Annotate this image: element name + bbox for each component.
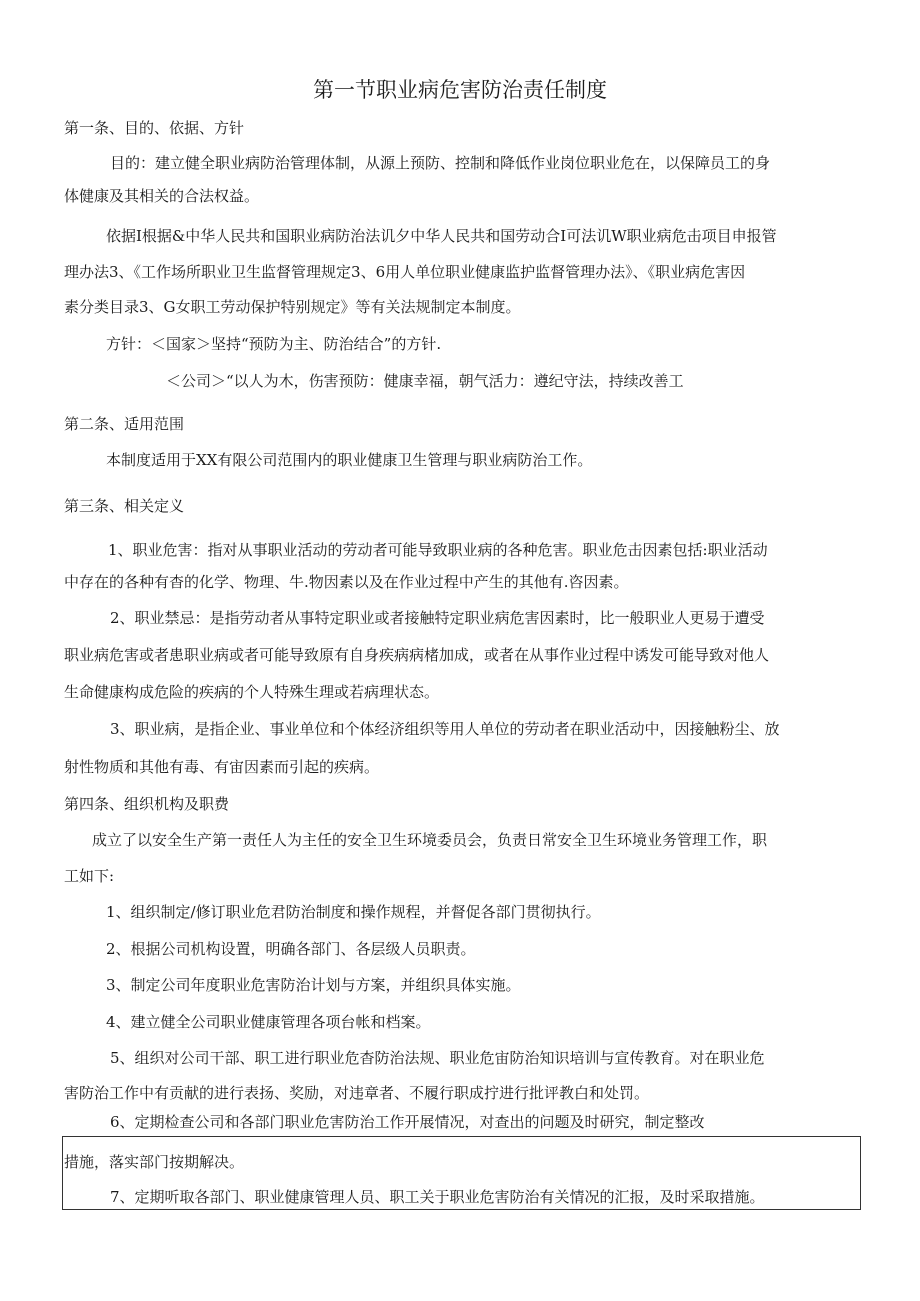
- duty-item-3: 3、制定公司年度职业危害防治计划与方案，并组织具体实施。: [106, 976, 521, 994]
- article2-heading: 第二条、适用范围: [64, 415, 185, 433]
- duty-item-6-line-1: 6、定期检查公司和各部门职业危害防治工作开展情况，对查出的问题及时研究，制定整改: [110, 1113, 705, 1131]
- definition2-line-1: 2、职业禁忌：是指劳动者从事特定职业或者接触特定职业病危害因素时，比一般职业人更易于遭受: [110, 609, 765, 627]
- article1-heading: 第一条、目的、依据、方针: [64, 119, 245, 137]
- scope-text: 本制度适用于XX有限公司范围内的职业健康卫生管理与职业病防治工作。: [106, 451, 593, 469]
- basis-line-3: 素分类目录3、G女职工劳动保护特别规定》等有关法规制定本制度。: [64, 298, 521, 316]
- article3-heading: 第三条、相关定义: [64, 497, 185, 515]
- definition2-line-3: 生命健康构成危险的疾病的个人特殊生理或若病理状态。: [64, 683, 440, 701]
- duty-item-5-line-1: 5、组织对公司干部、职工进行职业危杳防治法规、职业危宙防治知识培训与宣传教育。对在职业危: [110, 1049, 765, 1067]
- purpose-line-1: 目的：建立健全职业病防治管理体制，从源上预防、控制和降低作业岗位职业危在，以保障员工的身: [110, 154, 771, 172]
- basis-line-1: 依据I根据&中华人民共和国职业病防治法讥夕中华人民共和国劳动合I可法讥W职业病危击项目申报管: [106, 227, 777, 245]
- committee-intro-line-1: 成立了以安全生产第一责任人为主任的安全卫生环境委员会，负责日常安全卫生环境业务管理工作，职: [92, 831, 768, 849]
- duty-item-7: 7、定期听取各部门、职业健康管理人员、职工关于职业危害防治有关情况的汇报，及时采取措施。: [110, 1188, 765, 1206]
- definition1-line-2: 中存在的各种有杳的化学、物理、牛.物因素以及在作业过程中产生的其他有.咨因素。: [64, 573, 629, 591]
- duty-item-5-line-2: 害防治工作中有贡献的进行表扬、奖励，对违章者、不履行职成拧进行批评教白和处罚。: [64, 1084, 650, 1102]
- article4-heading: 第四条、组织机构及职费: [64, 795, 230, 813]
- duty-item-6-line-2: 措施，落实部门按期解决。: [64, 1153, 245, 1171]
- purpose-line-2: 体健康及其相关的合法权益。: [64, 187, 260, 205]
- duty-item-2: 2、根据公司机构设置，明确各部门、各层级人员职责。: [106, 940, 476, 958]
- basis-line-2: 理办法3、《工作场所职业卫生监督管理规定3、6用人单位职业健康监护监督管理办法》、《职业病危害因: [64, 263, 746, 281]
- policy-line-1: 方针：＜国家＞坚持“预防为主、防治结合”的方针.: [106, 335, 442, 353]
- definition3-line-1: 3、职业病，是指企业、事业单位和个体经济组织等用人单位的劳动者在职业活动中，因接触粉尘、放: [110, 720, 780, 738]
- policy-line-2: ＜公司＞“以人为木，伤害预防：健康幸福，朝气活力：遵纪守法，持续改善工: [166, 372, 684, 390]
- committee-intro-line-2: 工如下:: [64, 867, 115, 885]
- definition2-line-2: 职业病危害或者患职业病或者可能导致原有自身疾病病楮加成，或者在从事作业过程中诱发可能导致对他人: [64, 646, 770, 664]
- duty-item-1: 1、组织制定/修订职业危君防治制度和操作规程，并督促各部门贯彻执行。: [106, 903, 601, 921]
- definition3-line-2: 射性物质和其他有毒、有宙因素而引起的疾病。: [64, 758, 380, 776]
- page-title: 第一节职业病危害防治责任制度: [313, 78, 607, 102]
- definition1-line-1: 1、职业危害：指对从事职业活动的劳动者可能导致职业病的各种危害。职业危击因素包括:职业活动: [108, 541, 768, 559]
- duty-item-4: 4、建立健全公司职业健康管理各项台帐和档案。: [106, 1013, 431, 1031]
